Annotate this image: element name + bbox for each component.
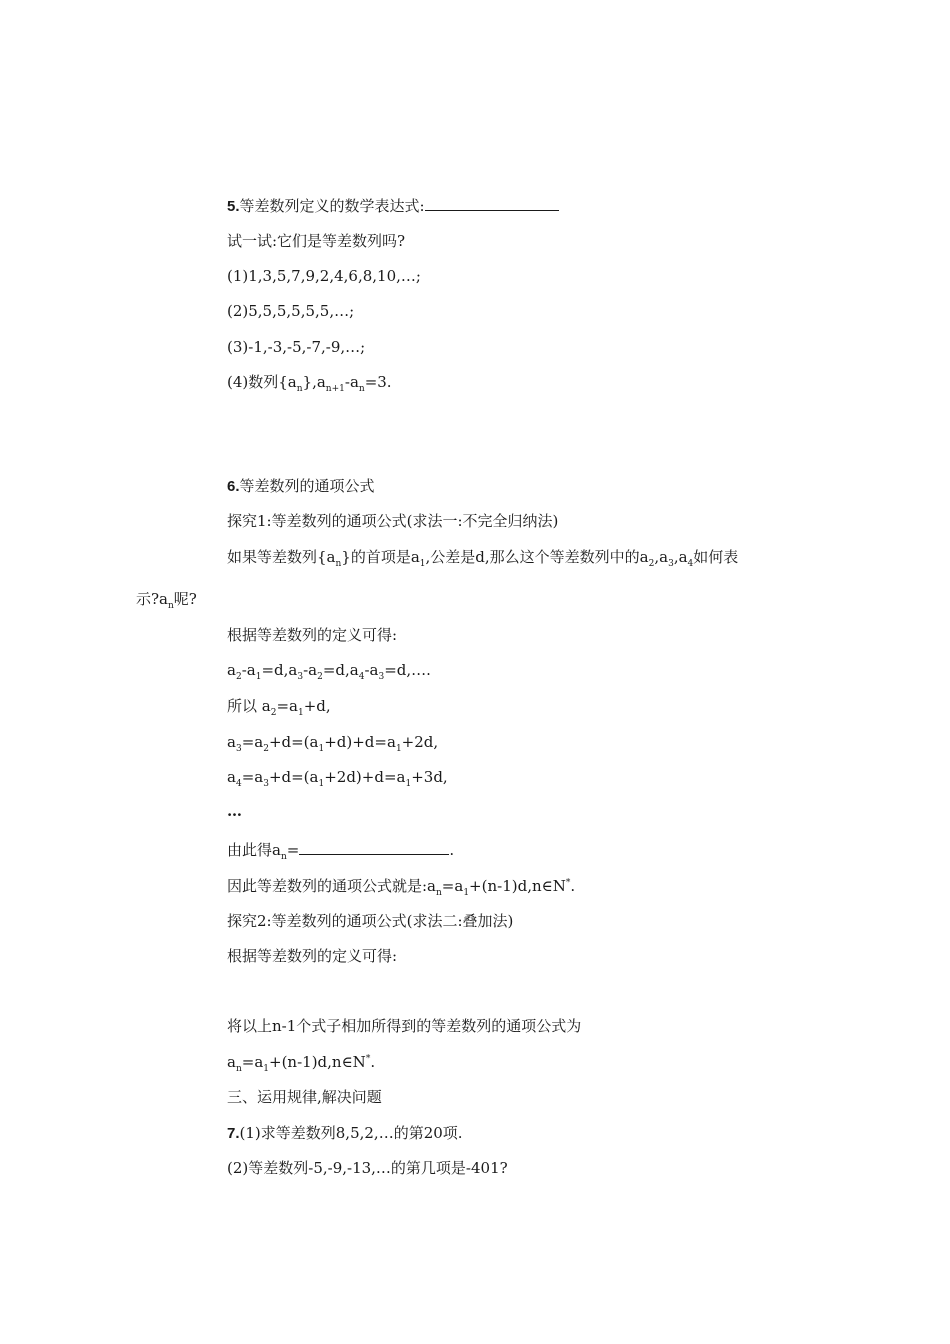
q5-title: 等差数列定义的数学表达式:	[239, 197, 425, 215]
q6-so-a2: 所以 $a_2=a_1+d$,	[227, 697, 331, 718]
q6-by-definition: 根据等差数列的定义可得:	[227, 626, 398, 644]
q6-title: 等差数列的通项公式	[239, 477, 375, 495]
q5-number: 5.	[227, 198, 240, 215]
q6-a4: $a_4=a_3+d=(a_1+2d)+d=a_1+3d$,	[227, 768, 448, 789]
q6-sum-text: 将以上n-1个式子相加所得到的等差数列的通项公式为	[227, 1017, 582, 1035]
q5-try-title: 试一试:它们是等差数列吗?	[227, 232, 406, 250]
q7-part2: (2)等差数列-5,-9,-13,…的第几项是-401?	[227, 1159, 508, 1177]
q5-item-1: (1)1,3,5,7,9,2,4,6,8,10,…;	[227, 267, 421, 285]
q6-explore2: 探究2:等差数列的通项公式(求法二:叠加法)	[227, 912, 514, 930]
q5-item-4: (4)数列$\{a_n\},a_{n+1}-a_n=3$.	[227, 373, 392, 394]
section-3-heading: 三、运用规律,解决问题	[227, 1088, 382, 1106]
q6-formula: $a_n=a_1+(n-1)d,n\in N^*$.	[227, 1053, 376, 1074]
q6-by-definition-2: 根据等差数列的定义可得:	[227, 947, 398, 965]
q6-heading	[227, 476, 375, 497]
q5-item-2: (2)5,5,5,5,5,5,…;	[227, 302, 355, 320]
q6-number: 6.	[227, 478, 240, 495]
q6-answer-blank[interactable]	[299, 840, 449, 855]
q6-therefore: 因此等差数列的通项公式就是$:a_n=a_1+(n-1)d,n\in N^*$.	[227, 877, 576, 898]
q6-a3: $a_3=a_2+d=(a_1+d)+d=a_1+2d$,	[227, 733, 439, 754]
q6-ellipsis: …	[227, 802, 242, 820]
q7-part1: 7.(1)求等差数列8,5,2,…的第20项.	[227, 1124, 463, 1142]
q6-paragraph-line2: 示$?a_n$呢?	[136, 590, 197, 611]
q5-item-3: (3)-1,-3,-5,-7,-9,…;	[227, 338, 366, 356]
q5-heading	[227, 196, 559, 217]
q7-number: 7.	[227, 1125, 240, 1142]
q6-from-this: 由此得$a_n=$ .	[227, 841, 455, 862]
q6-explore1: 探究1:等差数列的通项公式(求法一:不完全归纳法)	[227, 512, 559, 530]
q6-paragraph-line1: 如果等差数列$\{a_n\}$的首项是$a_1$,公差是d,那么这个等差数列中的$a_2,a_3,a_4$如何表	[227, 548, 739, 569]
q5-answer-blank[interactable]	[425, 196, 559, 211]
q6-differences: $a_2-a_1=d,a_3-a_2=d,a_4-a_3=d,\dots$.	[227, 661, 431, 682]
